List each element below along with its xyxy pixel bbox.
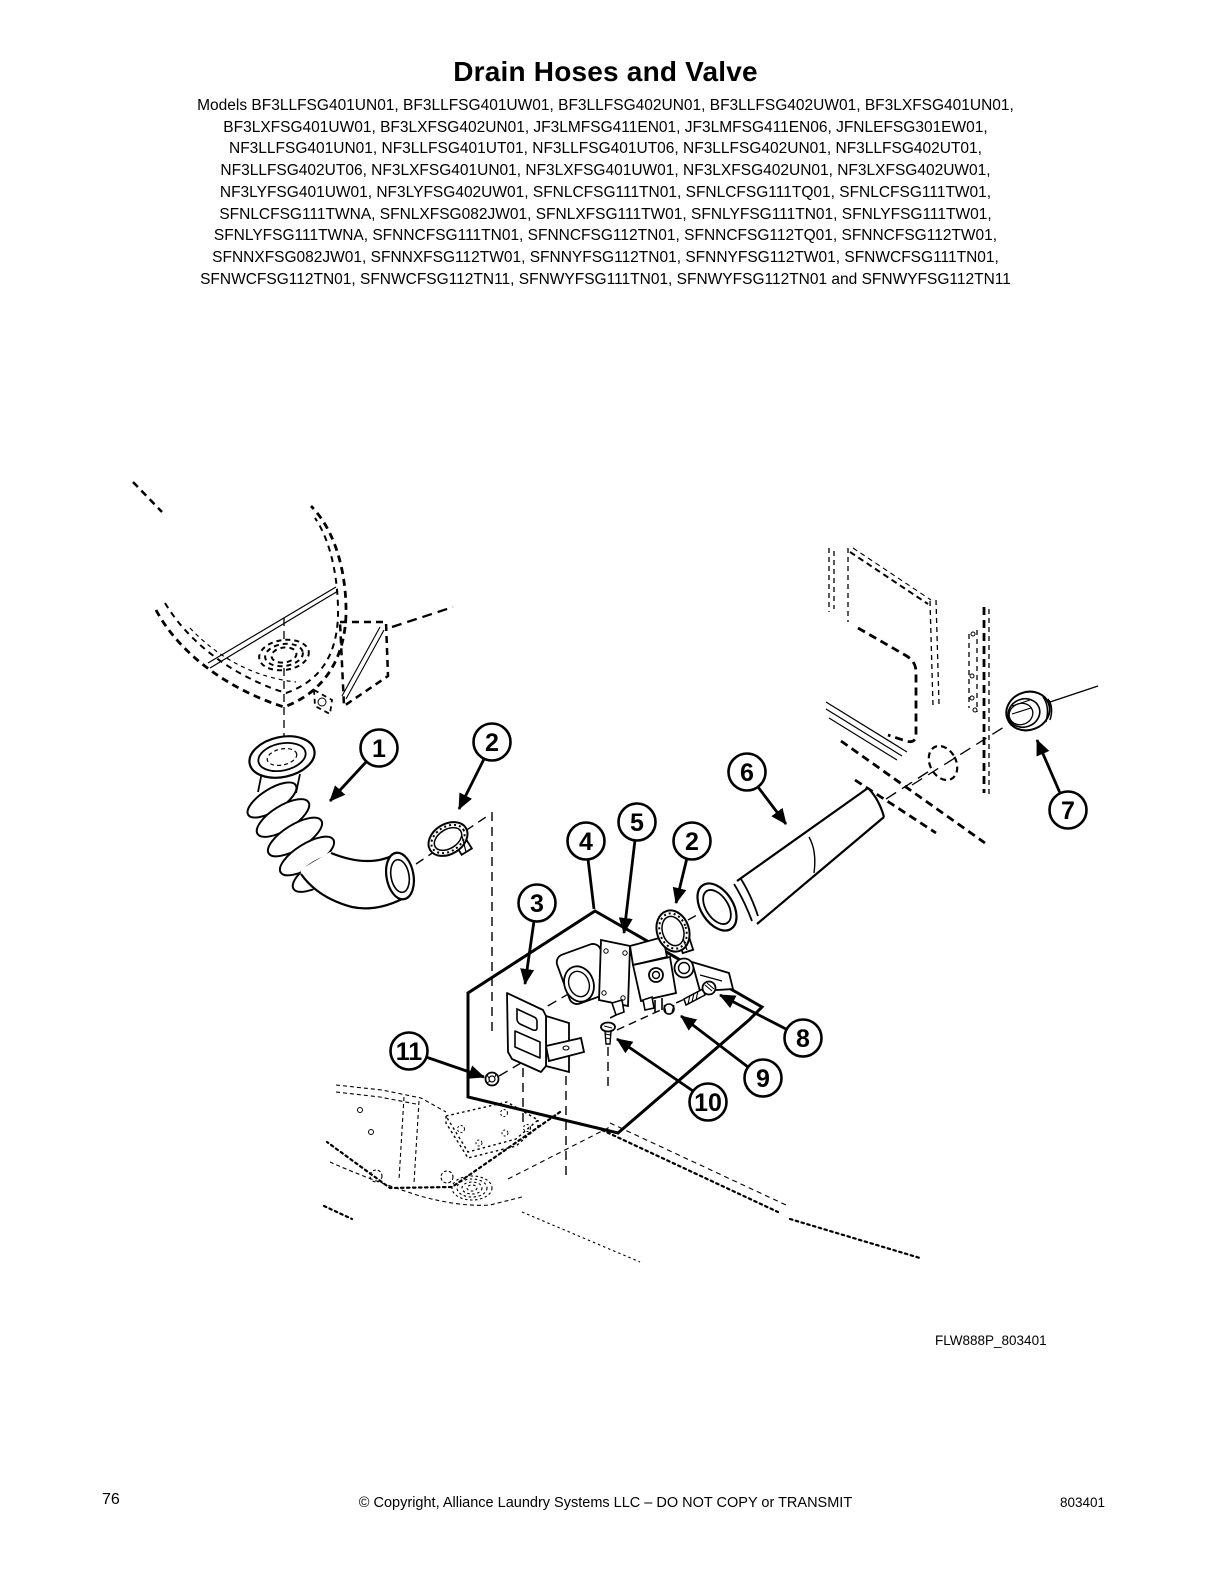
grommet — [1001, 686, 1055, 737]
model-line: BF3LXFSG401UW01, BF3LXFSG402UN01, JF3LMFSG411EN01, JF3LMFSG411EN06, JFNLEFSG301EW01, — [223, 118, 988, 136]
svg-text:9: 9 — [756, 1065, 770, 1093]
base-drain-swirl — [452, 1176, 492, 1200]
callout-4 — [568, 823, 605, 910]
hose-clamp-upper — [422, 815, 474, 863]
svg-text:5: 5 — [630, 809, 644, 837]
callout-6 — [729, 754, 787, 825]
washer-9 — [664, 1004, 674, 1014]
model-line: NF3LLFSG401UN01, NF3LLFSG401UT01, NF3LLFSG401UT06, NF3LLFSG402UN01, NF3LLFSG402UT01, — [229, 140, 982, 158]
tub-outline — [133, 482, 453, 738]
callout-7 — [1037, 740, 1087, 829]
svg-text:2: 2 — [485, 729, 499, 757]
svg-text:1: 1 — [372, 735, 386, 763]
svg-text:3: 3 — [530, 890, 544, 918]
model-line: NF3LLFSG402UT06, NF3LXFSG401UN01, NF3LXFSG401UW01, NF3LXFSG402UN01, NF3LXFSG402UW01, — [220, 162, 991, 180]
callout-1 — [330, 730, 398, 802]
rear-drain-hose — [689, 788, 884, 938]
svg-text:7: 7 — [1061, 797, 1075, 825]
model-line: Models BF3LLFSG401UN01, BF3LLFSG401UW01, BF3LLFSG402UN01, BF3LLFSG402UW01, BF3LXFSG401UN01, — [197, 97, 1014, 114]
valve-bracket — [507, 993, 584, 1072]
model-line: NF3LYFSG401UW01, NF3LYFSG402UW01, SFNLCFSG111TN01, SFNLCFSG111TQ01, SFNLCFSG111TW01, — [219, 183, 992, 201]
rear-panel-hole — [923, 741, 963, 785]
svg-text:6: 6 — [740, 759, 754, 787]
model-line: SFNNXFSG082JW01, SFNNXFSG112TW01, SFNNYFSG112TN01, SFNNYFSG112TW01, SFNWCFSG111TN01, — [212, 248, 999, 266]
figure-reference: FLW888P_803401 — [935, 1333, 1047, 1348]
hose-mouth — [689, 876, 744, 937]
svg-text:10: 10 — [694, 1089, 722, 1117]
nut-11 — [486, 1073, 499, 1086]
model-line: SFNWCFSG112TN01, SFNWCFSG112TN11, SFNWYFSG111TN01, SFNWYFSG112TN01 and SFNWYFSG112TN11 — [200, 270, 1011, 288]
page-title: Drain Hoses and Valve — [453, 56, 758, 87]
drain-valve — [554, 937, 733, 1018]
hose-flange — [246, 731, 319, 784]
page-number: 76 — [102, 1491, 120, 1508]
svg-text:8: 8 — [796, 1025, 810, 1053]
svg-text:11: 11 — [395, 1038, 423, 1066]
callout-3 — [519, 885, 556, 985]
callout-8 — [720, 995, 822, 1057]
rear-panel — [826, 548, 989, 843]
callout-9 — [681, 1016, 782, 1097]
model-line: SFNLCFSG111TWNA, SFNLXFSG082JW01, SFNLXFSG111TW01, SFNLYFSG111TN01, SFNLYFSG111TW01, — [219, 205, 992, 223]
callout-2-upper — [459, 724, 511, 810]
callout-5 — [619, 804, 656, 934]
model-line: SFNLYFSG111TWNA, SFNNCFSG111TN01, SFNNCFSG112TN01, SFNNCFSG112TQ01, SFNNCFSG112TW01, — [213, 227, 998, 245]
document-number: 803401 — [1059, 1495, 1105, 1510]
svg-text:2: 2 — [685, 828, 699, 856]
callout-10 — [617, 1039, 727, 1121]
svg-text:4: 4 — [579, 828, 593, 856]
tub-drain-hole — [257, 637, 311, 674]
base-frame — [324, 1085, 920, 1262]
copyright-notice: © Copyright, Alliance Laundry Systems LLC – DO NOT COPY or TRANSMIT — [358, 1495, 853, 1511]
callout-11 — [391, 1033, 485, 1078]
screw-10 — [601, 1023, 615, 1045]
